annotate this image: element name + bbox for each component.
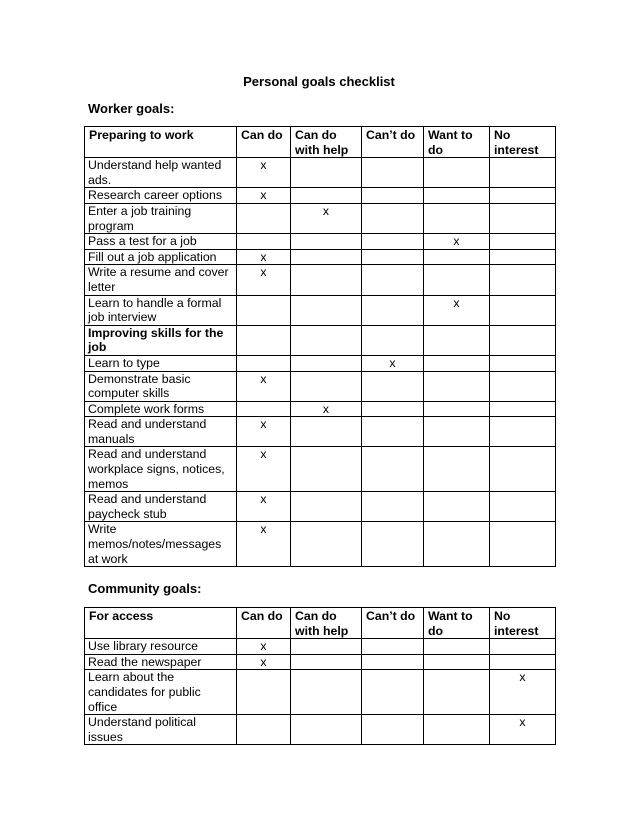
goal-label: Pass a test for a job (85, 234, 237, 250)
goal-label: Demonstrate basic computer skills (85, 371, 237, 401)
mark-cell-no-interest (490, 158, 556, 188)
table-row (85, 417, 556, 447)
mark-cell-no-interest (490, 654, 556, 670)
goal-label: Write memos/notes/messages at work (85, 522, 237, 567)
mark-cell-no-interest (490, 203, 556, 233)
mark-cell-want-to-do (424, 447, 490, 492)
mark-cell-can-do-with-help (291, 234, 362, 250)
mark-cell-want-to-do: x (424, 295, 490, 325)
header-want-to-do: Want to do (424, 127, 490, 158)
header-no-interest: No interest (490, 608, 556, 639)
table-row (85, 355, 556, 371)
table-row (85, 654, 556, 670)
table-row (85, 234, 556, 250)
mark-cell-can-do-with-help (291, 715, 362, 745)
goal-label: Read and understand paycheck stub (85, 492, 237, 522)
mark-cell-can-do (237, 401, 291, 417)
mark-cell-can-do-with-help (291, 417, 362, 447)
table-row (85, 715, 556, 745)
mark-cell-can-do: x (237, 188, 291, 204)
mark-cell-want-to-do (424, 417, 490, 447)
goal-label: Learn to handle a formal job interview (85, 295, 237, 325)
goal-label: Use library resource (85, 639, 237, 655)
mark-cell-can-do: x (237, 522, 291, 567)
goal-label: Write a resume and cover letter (85, 265, 237, 295)
table-row (85, 401, 556, 417)
mark-cell-can-do (237, 234, 291, 250)
goal-label: Learn to type (85, 355, 237, 371)
mark-cell-no-interest (490, 492, 556, 522)
goal-label: Read and understand manuals (85, 417, 237, 447)
community-goals-table (84, 607, 556, 745)
mark-cell-can-do (237, 670, 291, 715)
table-row (85, 158, 556, 188)
mark-cell-cant-do (362, 654, 424, 670)
mark-cell-want-to-do (424, 670, 490, 715)
table-row (85, 371, 556, 401)
mark-cell-no-interest: x (490, 670, 556, 715)
goal-label: Read the newspaper (85, 654, 237, 670)
table-row (85, 670, 556, 715)
mark-cell-cant-do (362, 249, 424, 265)
table-row (85, 522, 556, 567)
mark-cell-can-do-with-help (291, 158, 362, 188)
mark-cell-can-do-with-help: x (291, 203, 362, 233)
header-no-interest: No interest (490, 127, 556, 158)
mark-cell-want-to-do (424, 355, 490, 371)
mark-cell-no-interest (490, 234, 556, 250)
mark-cell-no-interest (490, 355, 556, 371)
mark-cell-cant-do (362, 158, 424, 188)
goal-label: Complete work forms (85, 401, 237, 417)
mark-cell-can-do: x (237, 654, 291, 670)
header-goal-label: For access (85, 608, 237, 639)
goal-label: Enter a job training program (85, 203, 237, 233)
mark-cell-no-interest (490, 522, 556, 567)
goal-label: Learn about the candidates for public office (85, 670, 237, 715)
mark-cell-can-do: x (237, 447, 291, 492)
mark-cell-want-to-do (424, 265, 490, 295)
section-subheading-row (85, 325, 556, 355)
mark-cell-no-interest (490, 325, 556, 355)
table-row (85, 203, 556, 233)
mark-cell-want-to-do (424, 639, 490, 655)
mark-cell-want-to-do (424, 325, 490, 355)
mark-cell-cant-do (362, 234, 424, 250)
mark-cell-can-do-with-help (291, 654, 362, 670)
table-row (85, 265, 556, 295)
mark-cell-no-interest (490, 371, 556, 401)
mark-cell-want-to-do (424, 715, 490, 745)
mark-cell-cant-do (362, 492, 424, 522)
header-cant-do: Can’t do (362, 608, 424, 639)
mark-cell-want-to-do (424, 401, 490, 417)
header-can-do: Can do (237, 127, 291, 158)
mark-cell-can-do-with-help (291, 639, 362, 655)
community-goals-heading: Community goals: (88, 581, 202, 596)
mark-cell-can-do-with-help (291, 670, 362, 715)
mark-cell-no-interest (490, 249, 556, 265)
mark-cell-cant-do (362, 715, 424, 745)
mark-cell-want-to-do (424, 371, 490, 401)
mark-cell-can-do: x (237, 371, 291, 401)
table-row (85, 447, 556, 492)
mark-cell-cant-do (362, 639, 424, 655)
table-row (85, 492, 556, 522)
mark-cell-cant-do (362, 447, 424, 492)
header-cant-do: Can’t do (362, 127, 424, 158)
mark-cell-cant-do: x (362, 355, 424, 371)
mark-cell-no-interest (490, 639, 556, 655)
mark-cell-can-do-with-help (291, 295, 362, 325)
header-can-do-with-help: Can do with help (291, 127, 362, 158)
mark-cell-can-do-with-help (291, 522, 362, 567)
mark-cell-can-do: x (237, 158, 291, 188)
mark-cell-can-do (237, 203, 291, 233)
mark-cell-cant-do (362, 295, 424, 325)
mark-cell-can-do-with-help (291, 265, 362, 295)
goal-label: Understand political issues (85, 715, 237, 745)
mark-cell-can-do (237, 295, 291, 325)
table-row (85, 188, 556, 204)
mark-cell-can-do: x (237, 265, 291, 295)
mark-cell-want-to-do (424, 203, 490, 233)
table-row (85, 639, 556, 655)
mark-cell-cant-do (362, 417, 424, 447)
mark-cell-can-do-with-help (291, 325, 362, 355)
mark-cell-want-to-do: x (424, 234, 490, 250)
mark-cell-want-to-do (424, 522, 490, 567)
header-can-do: Can do (237, 608, 291, 639)
goal-label: Research career options (85, 188, 237, 204)
community-table-header-row (85, 608, 556, 639)
header-want-to-do: Want to do (424, 608, 490, 639)
goal-label: Fill out a job application (85, 249, 237, 265)
mark-cell-want-to-do (424, 188, 490, 204)
mark-cell-can-do (237, 325, 291, 355)
mark-cell-can-do-with-help (291, 492, 362, 522)
mark-cell-want-to-do (424, 158, 490, 188)
mark-cell-can-do-with-help (291, 447, 362, 492)
mark-cell-cant-do (362, 670, 424, 715)
mark-cell-no-interest (490, 188, 556, 204)
goal-label: Read and understand workplace signs, notices, memos (85, 447, 237, 492)
worker-goals-table (84, 126, 556, 567)
mark-cell-can-do (237, 715, 291, 745)
mark-cell-want-to-do (424, 249, 490, 265)
mark-cell-can-do-with-help (291, 188, 362, 204)
mark-cell-can-do-with-help (291, 371, 362, 401)
mark-cell-no-interest (490, 265, 556, 295)
mark-cell-can-do-with-help (291, 355, 362, 371)
section-subheading: Improving skills for the job (85, 325, 237, 355)
mark-cell-no-interest (490, 417, 556, 447)
mark-cell-can-do (237, 355, 291, 371)
mark-cell-can-do: x (237, 417, 291, 447)
header-can-do-with-help: Can do with help (291, 608, 362, 639)
mark-cell-cant-do (362, 522, 424, 567)
table-row (85, 249, 556, 265)
mark-cell-cant-do (362, 371, 424, 401)
mark-cell-can-do: x (237, 639, 291, 655)
mark-cell-cant-do (362, 325, 424, 355)
worker-goals-heading: Worker goals: (88, 101, 175, 116)
mark-cell-can-do-with-help: x (291, 401, 362, 417)
mark-cell-no-interest (490, 401, 556, 417)
mark-cell-cant-do (362, 265, 424, 295)
mark-cell-cant-do (362, 188, 424, 204)
mark-cell-can-do: x (237, 492, 291, 522)
mark-cell-cant-do (362, 203, 424, 233)
mark-cell-want-to-do (424, 654, 490, 670)
mark-cell-can-do-with-help (291, 249, 362, 265)
mark-cell-no-interest: x (490, 715, 556, 745)
header-goal-label: Preparing to work (85, 127, 237, 158)
goal-label: Understand help wanted ads. (85, 158, 237, 188)
worker-table-header-row (85, 127, 556, 158)
mark-cell-no-interest (490, 295, 556, 325)
mark-cell-cant-do (362, 401, 424, 417)
table-row (85, 295, 556, 325)
mark-cell-no-interest (490, 447, 556, 492)
page-title: Personal goals checklist (243, 74, 395, 89)
mark-cell-can-do: x (237, 249, 291, 265)
mark-cell-want-to-do (424, 492, 490, 522)
